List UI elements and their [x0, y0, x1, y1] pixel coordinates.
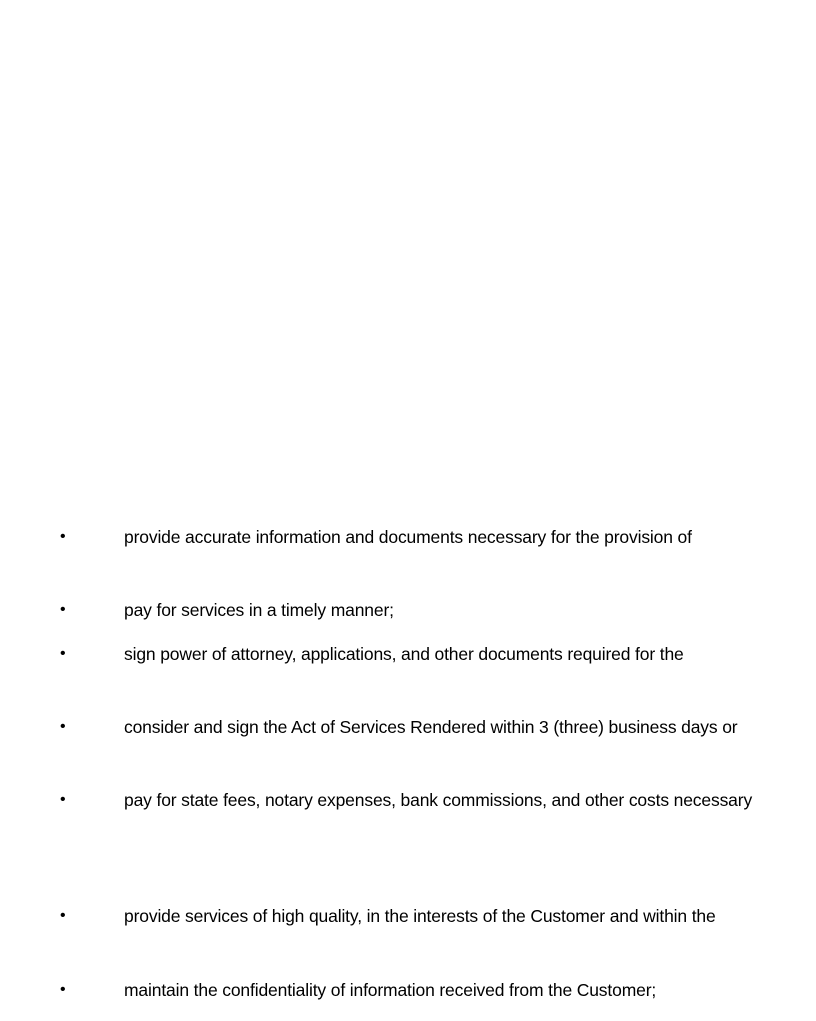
- list-item-text: provide services of high quality, in the interests of the Customer and within the: [124, 906, 716, 926]
- list-item-text: maintain the confidentiality of information received from the Customer;: [124, 980, 657, 1000]
- bullet-icon: •: [60, 601, 66, 618]
- list-item: [0, 598, 816, 622]
- bullet-icon: •: [60, 645, 66, 662]
- bullet-icon: •: [60, 907, 66, 924]
- list-item-text: pay for services in a timely manner;: [124, 600, 394, 620]
- list-item-text: sign power of attorney, applications, and other documents required for the: [124, 644, 684, 664]
- list-item: [0, 788, 816, 812]
- list-item: [0, 715, 816, 739]
- bullet-icon: •: [60, 791, 66, 808]
- bullet-icon: •: [60, 718, 66, 735]
- list-item: [0, 904, 816, 928]
- list-item-text: pay for state fees, notary expenses, bank commissions, and other costs necessary: [124, 790, 753, 810]
- bullet-icon: •: [60, 981, 66, 998]
- list-item-text: consider and sign the Act of Services Rendered within 3 (three) business days or: [124, 717, 738, 737]
- list-item: [0, 642, 816, 666]
- bullet-icon: •: [60, 528, 66, 545]
- list-item-text: provide accurate information and documents necessary for the provision of: [124, 527, 692, 547]
- list-item: [0, 978, 816, 1002]
- list-item: [0, 525, 816, 549]
